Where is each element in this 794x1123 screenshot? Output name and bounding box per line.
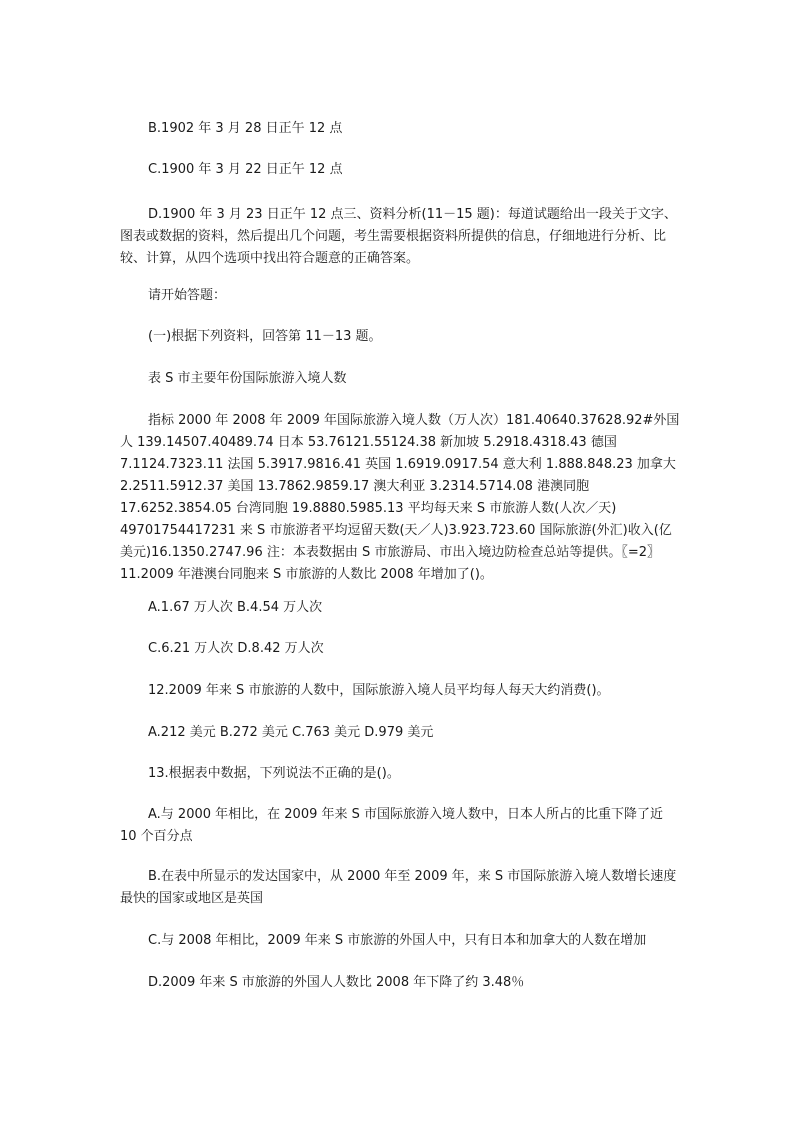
q12-options: A.212 美元 B.272 美元 C.763 美元 D.979 美元 xyxy=(148,725,434,740)
q13-option-a: A.与 2000 年相比，在 2009 年来 S 市国际旅游入境人数中，日本人所占的比重下降了近 10 个百分点 xyxy=(120,807,664,844)
option-c-date: C.1900 年 3 月 22 日正午 12 点 xyxy=(148,162,343,177)
table-data-paragraph: 指标 2000 年 2008 年 2009 年国际旅游入境人数（万人次）181.40640.37628.92#外国人 139.14507.40489.74 日本 53.76121.55124.38 新加坡 5.2918.4318.43 德国 7.1124.7323.11 法国 5.3917.9816.41 英国 1.6919.0917.54 意大利 1.888.848.23 加拿大 2.2511.5912.37 美国 13.7862.9859.17 澳大利亚 3.2314.5714.08 港澳同胞 17.6252.3854.05 台湾同胞 19.8880.5985.13 平均每天来 S 市旅游人数(人次／天) 49701754417231 来 S 市旅游者平均逗留天数(天／人)3.923.723.60 国际旅游(外汇)收入(亿美元)16.1350.2747.96 注：本表数据由 S 市旅游局、市出入境边防检查总站等提供。〖=2〗11.2009 年港澳台同胞来 S 市旅游的人数比 2008 年增加了()。 xyxy=(120,413,680,582)
start-answering-label: 请开始答题： xyxy=(148,288,227,303)
q11-options-ab: A.1.67 万人次 B.4.54 万人次 xyxy=(148,600,323,615)
q11-options-cd: C.6.21 万人次 D.8.42 万人次 xyxy=(148,641,324,656)
option-b-date: B.1902 年 3 月 28 日正午 12 点 xyxy=(148,121,343,136)
q13-option-d: D.2009 年来 S 市旅游的外国人人数比 2008 年下降了约 3.48％ xyxy=(148,975,525,990)
question-13: 13.根据表中数据，下列说法不正确的是()。 xyxy=(148,766,400,781)
question-12: 12.2009 年来 S 市旅游的人数中，国际旅游入境人员平均每人每天大约消费()。 xyxy=(148,683,610,698)
question-group-intro: (一)根据下列资料，回答第 11－13 题。 xyxy=(148,329,382,344)
q13-option-b: B.在表中所显示的发达国家中，从 2000 年至 2009 年，来 S 市国际旅游入境人数增长速度最快的国家或地区是英国 xyxy=(120,869,677,906)
q13-option-c: C.与 2008 年相比，2009 年来 S 市旅游的外国人中，只有日本和加拿大的人数在增加 xyxy=(148,933,647,948)
table-title: 表 S 市主要年份国际旅游入境人数 xyxy=(148,371,347,386)
section-intro-paragraph: D.1900 年 3 月 23 日正午 12 点三、资料分析(11－15 题)：每道试题给出一段关于文字、图表或数据的资料，然后提出几个问题，考生需要根据资料所提供的信息，仔细地进行分析、比较、计算，从四个选项中找出符合题意的正确答案。 xyxy=(120,207,677,266)
